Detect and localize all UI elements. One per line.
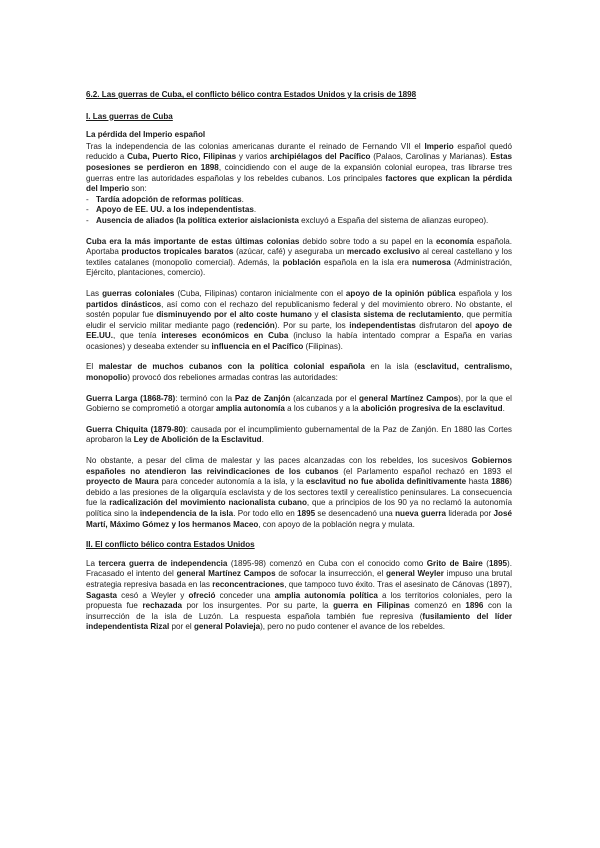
paragraph: No obstante, a pesar del clima de malestar y las paces alcanzadas con los rebeldes, los sucesivos Gobiernos españoles no atendieron las reivindicaciones de los cubanos (el Parlamento español rechazó en 1893 el proyecto de Maura para conceder autonomía a la isla, y la esclavitud no fue abolida definitivamente hasta 1886) debido a las presiones de la oligarquía esclavista y de los sectores textil y cerealístico peninsulares. La consecuencia fue la radicalización del movimiento nacionalista cubano, que a principios de los 90 ya no reclamó la autonomía política sino la independencia de la isla. Por todo ello en 1895 se desencadenó una nueva guerra liderada por José Martí, Máximo Gómez y los hermanos Maceo, con apoyo de la población negra y mulata. (86, 456, 512, 529)
list-item: - Tardía adopción de reformas políticas. (86, 194, 244, 204)
paragraph: Guerra Larga (1868-78): terminó con la Paz de Zanjón (alcanzada por el general Martínez Campos), por la que el Gobierno se comprometió a otorgar amplia autonomía a los cubanos y a la abolición progresiva de la esclavitud. (86, 393, 512, 414)
paragraph: Guerra Chiquita (1879-80): causada por el incumplimiento gubernamental de la Paz de Zanjón. En 1880 las Cortes aprobaron la Ley de Abolición de la Esclavitud. (86, 424, 512, 445)
paragraph: El malestar de muchos cubanos con la política colonial española en la isla (esclavitud, centralismo, monopolio) provocó dos rebeliones armadas contras las autoridades: (86, 362, 512, 383)
paragraph: Cuba era la más importante de estas últimas colonias debido sobre todo a su papel en la economía española. Aportaba productos tropicales baratos (azúcar, café) y aseguraba un mercado exclusivo al cereal castellano y los textiles catalanes (monopolio comercial). Además, la población española en la isla era numerosa (Administración, Ejército, plantaciones, comercio). (86, 236, 513, 278)
paragraph: Tras la independencia de las colonias americanas durante el reinado de Fernando VII el Imperio español quedó reducido a Cuba, Puerto Rico, Filipinas y varios archipiélagos del Pacífico (Palaos, Carolinas y Marianas). Estas posesiones se perdieron en 1898, coincidiendo con el auge de la expansión colonial europea, tras librarse tres guerras entre las autoridades españolas y los rebeldes cubanos. Los principales factores que explican la pérdida del Imperio son: (86, 141, 513, 194)
document-title: 6.2. Las guerras de Cuba, el conflicto bélico contra Estados Unidos y la crisis de 1898 (86, 90, 417, 99)
section-heading-conflicto-eeuu: II. El conflicto bélico contra Estados Unidos (86, 540, 255, 550)
subheading-perdida-imperio: La pérdida del Imperio español (86, 130, 206, 140)
list-item: - Ausencia de aliados (la política exterior aislacionista excluyó a España del sistema de alianzas europeo). (86, 215, 489, 225)
section-heading-guerras-cuba: I. Las guerras de Cuba (86, 111, 173, 121)
paragraph: La tercera guerra de independencia (1895-98) comenzó en Cuba con el conocido como Grito de Baire (1895). Fracasado el intento del general Martínez Campos de sofocar la insurrección, el general Weyler impuso una brutal estrategia represiva basada en las reconcentraciones, que tampoco tuvo éxito. Tras el asesinato de Cánovas (1897), Sagasta cesó a Weyler y ofreció conceder una amplia autonomía política a los territorios coloniales, pero la propuesta fue rechazada por los insurgentes. Por su parte, la guerra en Filipinas comenzó en 1896 con la insurrección de la isla de Luzón. La respuesta española también fue represiva (fusilamiento del líder independentista Rizal por el general Polavieja), pero no pudo contener el avance de los rebeldes. (86, 558, 512, 632)
paragraph: Las guerras coloniales (Cuba, Filipinas) contaron inicialmente con el apoyo de la opinión pública española y los partidos dinásticos, así como con el rechazo del republicanismo federal y del movimiento obrero. No obstante, el sostén popular fue disminuyendo por el alto coste humano y el clasista sistema de reclutamiento, que permitía eludir el servicio militar mediante pago (redención). Por su parte, los independentistas disfrutaron del apoyo de EE.UU., que tenía intereses económicos en Cuba (incluso la había intentado comprar a España en varias ocasiones) y deseaba extender su influencia en el Pacífico (Filipinas). (86, 288, 513, 351)
document-body (86, 90, 512, 633)
factors-list (86, 195, 512, 227)
list-item: - Apoyo de EE. UU. a los independentistas. (86, 205, 257, 215)
